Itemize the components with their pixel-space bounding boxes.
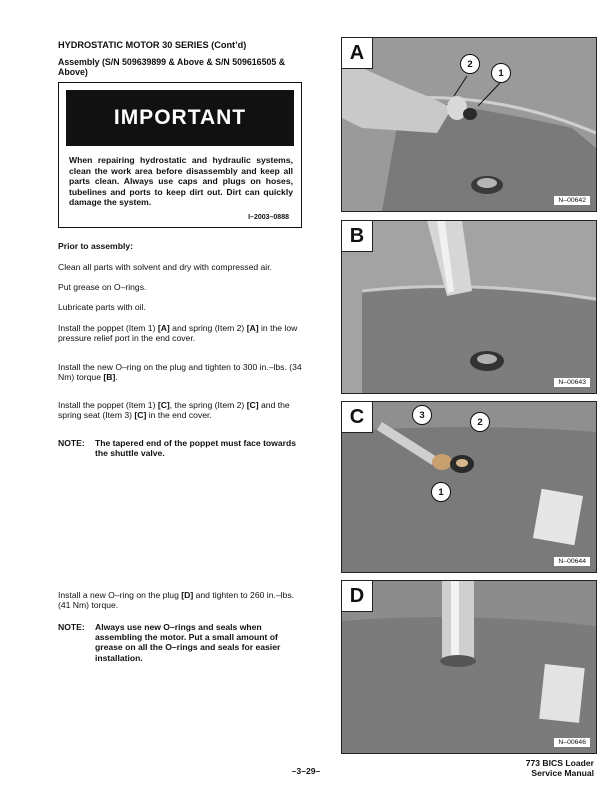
important-heading: IMPORTANT	[66, 90, 294, 146]
section-title: HYDROSTATIC MOTOR 30 SERIES (Cont’d)	[58, 40, 247, 50]
figure-c-photo	[342, 402, 596, 572]
figure-d	[341, 580, 597, 754]
callout-2: 2	[460, 54, 480, 74]
note-text: The tapered end of the poppet must face towards the shuttle valve.	[95, 438, 297, 459]
section-subtitle: Assembly (S/N 509639899 & Above & S/N 509616505 & Above)	[58, 57, 286, 77]
paragraph-grease: Put grease on O–rings.	[58, 282, 147, 292]
figure-label: A	[342, 38, 373, 69]
callout-1: 1	[491, 63, 511, 83]
paragraph-install-oring-d: Install a new O–ring on the plug [D] and tighten to 260 in.–lbs. (41 Nm) torque.	[58, 590, 295, 611]
callout-2: 2	[470, 412, 490, 432]
figure-d-photo	[342, 581, 596, 753]
note-label: NOTE:	[58, 438, 85, 448]
paragraph-clean: Clean all parts with solvent and dry with compressed air.	[58, 262, 272, 272]
paragraph-install-poppet-a: Install the poppet (Item 1) [A] and spring (Item 2) [A] in the low pressure relief port in the end cover.	[58, 323, 298, 344]
note-text: Always use new O–rings and seals when assembling the motor. Put a small amount of grease on all the O–rings and seals for easier installation.	[95, 622, 281, 663]
footer-line-1: 773 BICS Loader	[525, 758, 594, 768]
figure-c	[341, 401, 597, 573]
note-label: NOTE:	[58, 622, 85, 632]
footer-manual-title	[526, 758, 594, 778]
figure-b-photo	[342, 221, 596, 393]
callout-3: 3	[412, 405, 432, 425]
page-number: –3–29–	[291, 766, 321, 776]
paragraph-install-oring-b: Install the new O–ring on the plug and tighten to 300 in.–lbs. (34 Nm) torque [B].	[58, 362, 302, 383]
figure-code: N–00644	[554, 557, 590, 566]
figure-code: N–00646	[554, 738, 590, 747]
paragraph-install-poppet-c: Install the poppet (Item 1) [C], the spring (Item 2) [C] and the spring seat (Item 3) [C] in the end cover.	[58, 400, 290, 421]
prior-heading: Prior to assembly:	[58, 241, 133, 251]
important-text: When repairing hydrostatic and hydraulic systems, clean the work area before disassembly and keep all parts clean. Always use caps and plugs on hoses, tubelines and ports to keep dirt out. Dirt can quickly damage the system.	[69, 155, 293, 208]
figure-a	[341, 37, 597, 212]
figure-code: N–00643	[554, 378, 590, 387]
figure-code: N–00642	[554, 196, 590, 205]
callout-1: 1	[431, 482, 451, 502]
figure-label: B	[342, 221, 373, 252]
figure-label: D	[342, 581, 373, 612]
important-box	[58, 82, 302, 228]
note-orings	[58, 622, 304, 663]
important-code: I–2003–0888	[248, 214, 289, 221]
paragraph-lubricate: Lubricate parts with oil.	[58, 302, 146, 312]
note-poppet	[58, 438, 304, 458]
figure-label: C	[342, 402, 373, 433]
figure-b	[341, 220, 597, 394]
footer-line-2: Service Manual	[531, 768, 594, 778]
